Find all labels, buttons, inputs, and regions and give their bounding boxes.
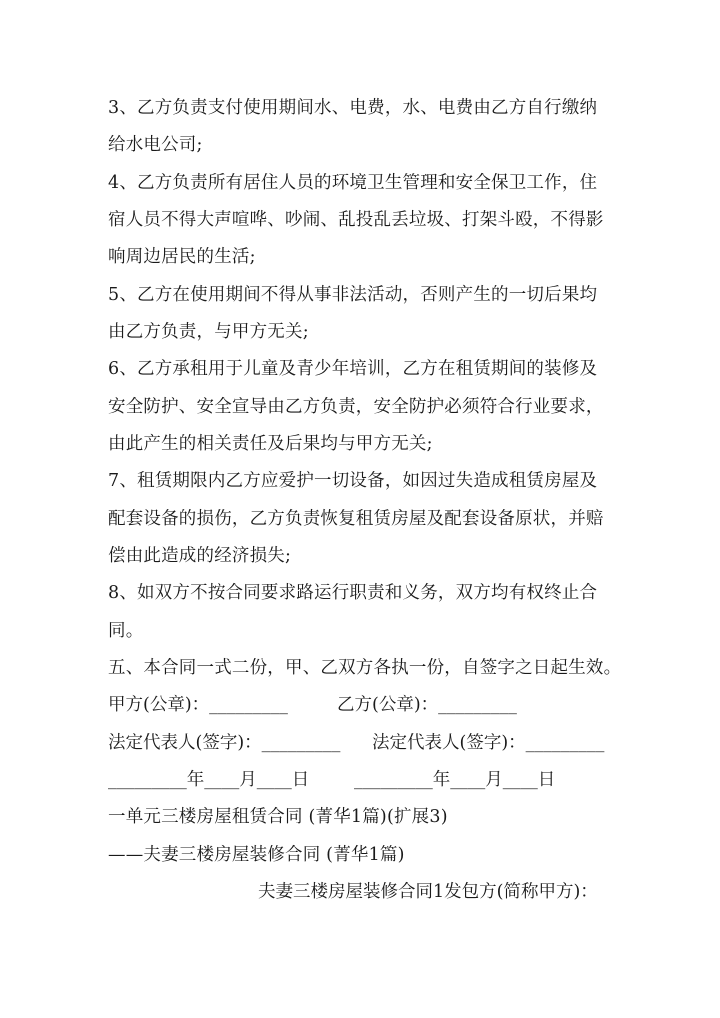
clause-4-line-1: 4、乙方负责所有居住人员的环境卫生管理和安全保卫工作，住 [108,173,598,193]
clause-6-line-1: 6、乙方承租用于儿童及青少年培训，乙方在租赁期间的装修及 [108,359,598,379]
next-document-subtitle: ——夫妻三楼房屋装修合同 (菁华1篇) [108,845,405,865]
clause-7-line-3: 偿由此造成的经济损失; [108,546,292,566]
clause-4-line-2: 宿人员不得大声喧哗、吵闹、乱投乱丢垃圾、打架斗殴，不得影 [108,210,604,230]
party-b-date: _________年____月____日 [354,770,556,790]
party-a-seal: 甲方(公章)：_________ [108,695,288,715]
clause-five: 五、本合同一式二份，甲、乙双方各执一份，自签字之日起生效。 [108,658,622,678]
party-a-representative: 法定代表人(签字)：_________ [108,733,341,753]
clause-6-line-2: 安全防护、安全宣导由乙方负责，安全防护必须符合行业要求， [108,397,604,417]
next-document-title: 一单元三楼房屋租赁合同 (菁华1篇)(扩展3) [108,807,448,827]
clause-5-line-1: 5、乙方在使用期间不得从事非法活动，否则产生的一切后果均 [108,285,598,305]
clause-8-line-1: 8、如双方不按合同要求路运行职责和义务，双方均有权终止合 [108,583,598,603]
party-b-representative: 法定代表人(签字)：_________ [372,733,605,753]
clause-3-line-2: 给水电公司; [108,135,203,155]
party-b-seal: 乙方(公章)：_________ [337,695,517,715]
clause-3-line-1: 3、乙方负责支付使用期间水、电费，水、电费由乙方自行缴纳 [108,98,598,118]
clause-8-line-2: 同。 [108,621,144,641]
party-a-date: _________年____月____日 [108,770,310,790]
clause-7-line-1: 7、租赁期限内乙方应爱护一切设备，如因过失造成租赁房屋及 [108,471,598,491]
clause-4-line-3: 响周边居民的生活; [108,247,256,267]
clause-6-line-3: 由此产生的相关责任及后果均与甲方无关; [108,434,433,454]
contract-heading: 夫妻三楼房屋装修合同1发包方(简称甲方)： [258,882,598,902]
clause-5-line-2: 由乙方负责，与甲方无关; [108,322,309,342]
clause-7-line-2: 配套设备的损伤，乙方负责恢复租赁房屋及配套设备原状，并赔 [108,509,604,529]
